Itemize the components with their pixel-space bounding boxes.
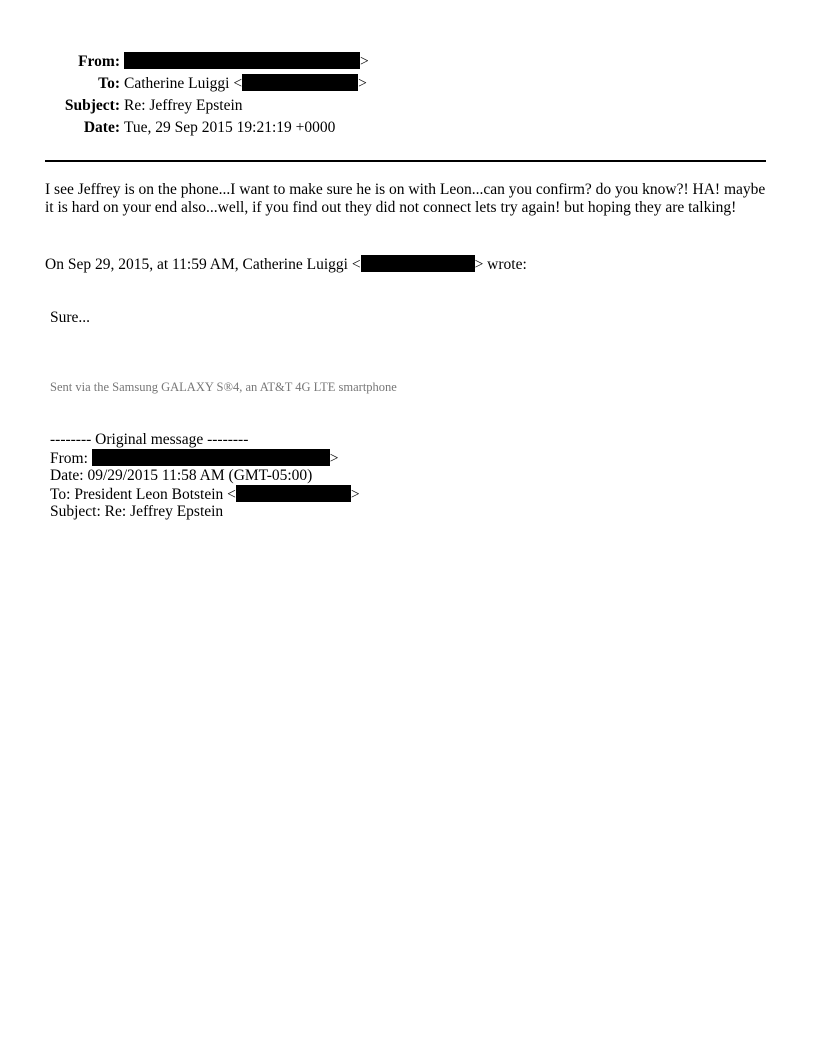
original-from-suffix: > bbox=[329, 450, 339, 467]
redaction-bar bbox=[236, 485, 351, 502]
to-value bbox=[124, 73, 367, 95]
date-value: Tue, 29 Sep 2015 19:21:19 +0000 bbox=[124, 119, 336, 136]
from-suffix: > bbox=[360, 53, 369, 70]
date-label: Date: bbox=[83, 119, 120, 136]
original-to-suffix: > bbox=[350, 486, 360, 503]
original-from-prefix: From: bbox=[50, 450, 92, 467]
to-suffix: > bbox=[358, 75, 367, 92]
from-value bbox=[124, 51, 369, 73]
original-to-prefix: To: President Leon Botstein < bbox=[50, 486, 236, 503]
reply-text: Sure... bbox=[50, 309, 91, 326]
subject-label: Subject: bbox=[64, 97, 120, 114]
redaction-bar bbox=[361, 255, 475, 272]
redaction-bar bbox=[124, 52, 360, 69]
from-label: From: bbox=[78, 53, 120, 70]
to-name: Catherine Luiggi < bbox=[124, 75, 243, 92]
mobile-signature: Sent via the Samsung GALAXY S®4, an AT&T 4G LTE smartphone bbox=[50, 380, 397, 394]
original-date: Date: 09/29/2015 11:58 AM (GMT-05:00) bbox=[50, 467, 313, 484]
header-divider bbox=[45, 160, 766, 162]
original-from bbox=[50, 449, 360, 467]
redaction-bar bbox=[92, 449, 330, 466]
original-to bbox=[50, 485, 360, 503]
original-message bbox=[50, 431, 360, 521]
redaction-bar bbox=[242, 74, 358, 91]
message-body: I see Jeffrey is on the phone...I want to make sure he is on with Leon...can you confirm? do you know?! HA! maybe it is hard on your end also...well, if you find out they did not connect lets try again! but hoping they are talking! bbox=[45, 181, 766, 216]
quote-intro bbox=[45, 255, 527, 274]
original-separator: -------- Original message -------- bbox=[50, 431, 249, 448]
to-label: To: bbox=[98, 75, 120, 92]
subject-value: Re: Jeffrey Epstein bbox=[124, 97, 243, 114]
quote-intro-suffix: > wrote: bbox=[474, 256, 527, 273]
original-subject: Subject: Re: Jeffrey Epstein bbox=[50, 503, 224, 520]
quote-intro-prefix: On Sep 29, 2015, at 11:59 AM, Catherine Luiggi < bbox=[45, 256, 361, 273]
